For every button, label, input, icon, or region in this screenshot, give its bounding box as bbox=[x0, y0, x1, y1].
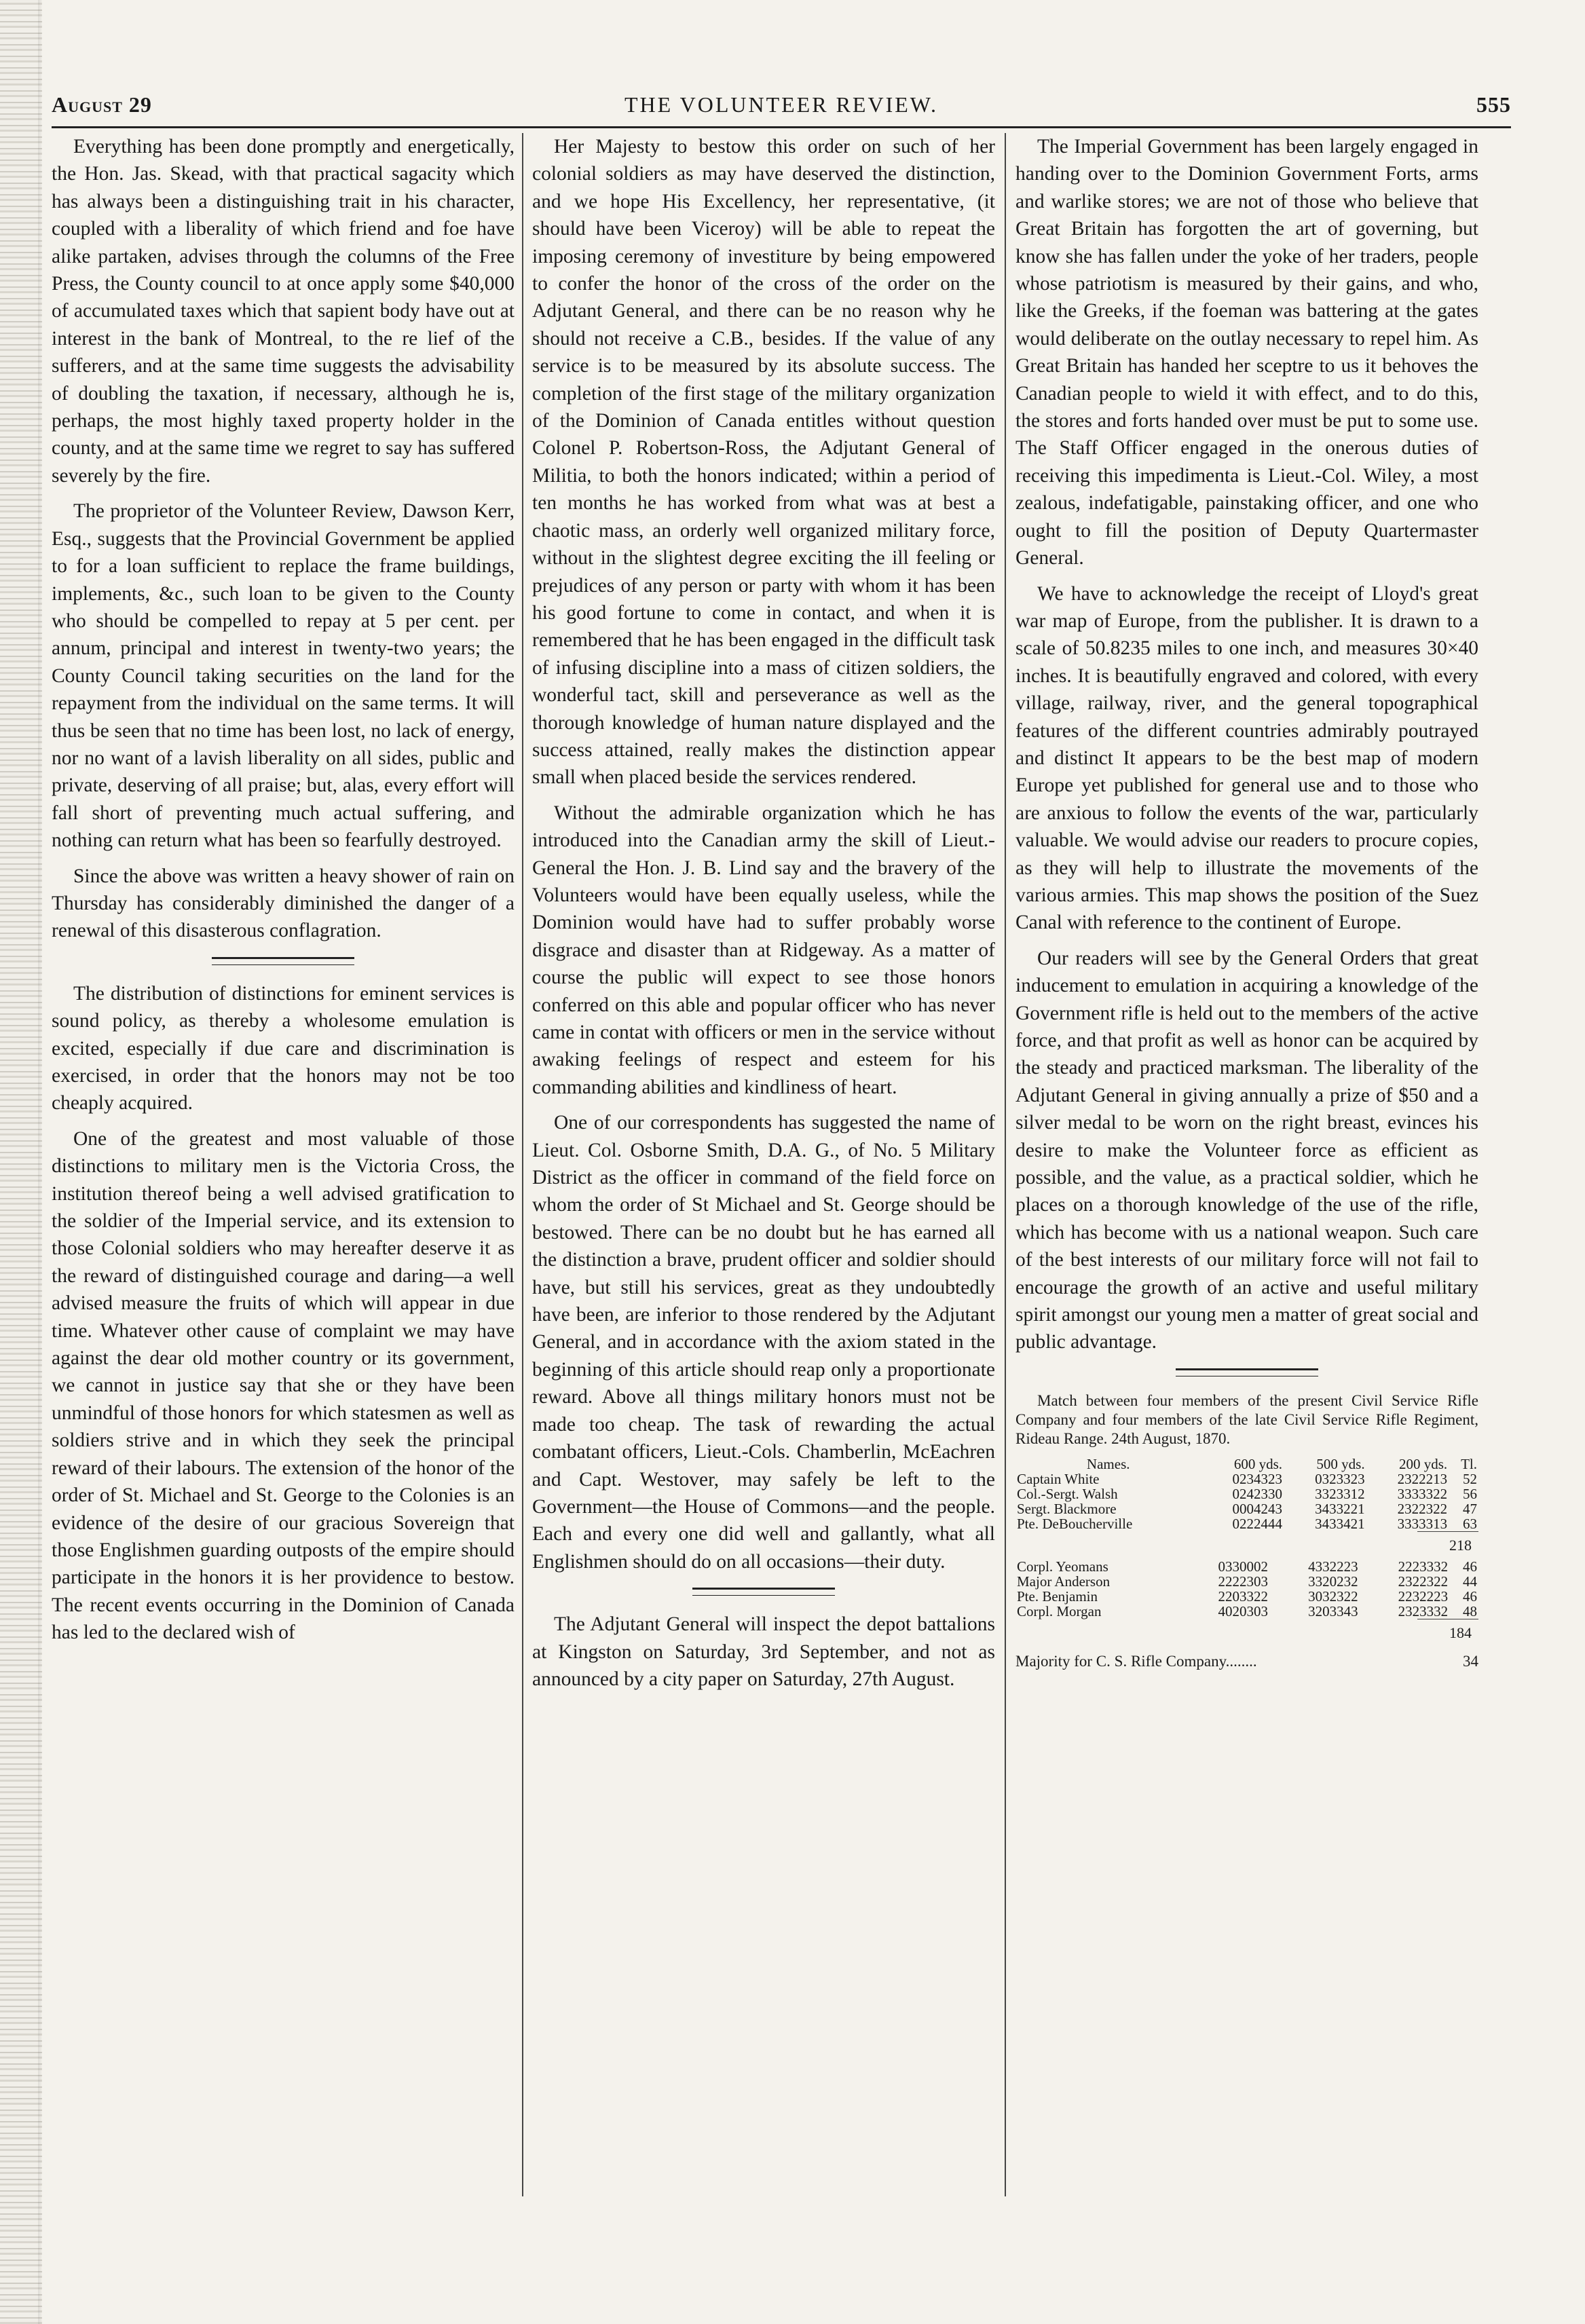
paragraph: Her Majesty to bestow this order on such of her colonial soldiers as may have deserved the distinction, and we hope His Excellency, her representative, (it should have been Viceroy) will be able to repeat the imposing ceremony of investiture by being empowered to confer the honor of the cross of the order on the Adjutant General, and there can be no reason why he should not receive a C.B., besides. If the value of any service is to be measured by its absolute success. The completion of the first stage of the military organization of the Dominion of Canada entitles without question Colonel P. Robertson-Ross, the Adjutant General of Militia, to both the honors indicated; within a period of ten months he has worked from what was at best a chaotic mass, an orderly well organized military force, without in the slightest degree exciting the ill feeling or prejudices of any person or party with whom it has been his good fortune to come in contact, and when it is remembered that he has been engaged in the difficult task of infusing discipline into a mass of citizen soldiers, the wonderful tact, skill and perseverance as well as the thorough knowledge of human nature displayed and the success attained, really makes the distinction appear small when placed beside the services rendered. bbox=[532, 136, 995, 789]
score-cell: 0222444 bbox=[1232, 1515, 1283, 1532]
score-cell: 3433221 bbox=[1315, 1500, 1365, 1517]
score-cell: 3203343 bbox=[1308, 1603, 1358, 1620]
page-number: 555 bbox=[1476, 92, 1511, 117]
score-cell: 0234323 bbox=[1232, 1470, 1283, 1487]
score-table bbox=[1015, 1457, 1478, 1531]
score-table-header bbox=[1015, 1457, 1478, 1472]
header-cell: 500 yds. bbox=[1316, 1455, 1365, 1472]
score-cell: 3320232 bbox=[1308, 1573, 1358, 1590]
score-cell: 2322213 bbox=[1397, 1470, 1448, 1487]
majority-line bbox=[1015, 1651, 1478, 1672]
score-cell: 2223332 bbox=[1398, 1558, 1449, 1575]
score-row bbox=[1015, 1574, 1478, 1589]
header-cell: 600 yds. bbox=[1233, 1455, 1283, 1472]
binding-edge bbox=[0, 0, 42, 2324]
score-cell: 46 bbox=[1463, 1558, 1477, 1575]
competitor-name: Sergt. Blackmore bbox=[1017, 1500, 1117, 1517]
competitor-name: Col.-Sergt. Walsh bbox=[1017, 1485, 1118, 1502]
running-head bbox=[52, 92, 1511, 125]
score-cell: 56 bbox=[1463, 1485, 1477, 1502]
team-2-scores bbox=[1015, 1559, 1478, 1619]
team-2-total: 184 bbox=[1417, 1619, 1478, 1647]
competitor-name: Major Anderson bbox=[1017, 1573, 1111, 1590]
score-cell: 0004243 bbox=[1232, 1500, 1283, 1517]
score-cell: 2323332 bbox=[1398, 1603, 1449, 1620]
score-row bbox=[1015, 1604, 1478, 1619]
score-cell: 0330002 bbox=[1218, 1558, 1268, 1575]
score-cell: 2322322 bbox=[1397, 1500, 1448, 1517]
team-1-total: 218 bbox=[1417, 1531, 1478, 1559]
competitor-name: Pte. Benjamin bbox=[1017, 1588, 1098, 1605]
score-cell: 0323323 bbox=[1315, 1470, 1365, 1487]
score-row bbox=[1015, 1516, 1478, 1531]
competitor-name: Pte. DeBoucherville bbox=[1017, 1515, 1133, 1532]
header-rule bbox=[52, 126, 1511, 128]
section-separator bbox=[1176, 1368, 1318, 1376]
paragraph: Our readers will see by the General Orders that great inducement to emulation in acquiring a knowledge of the Government rifle is held out to the members of the active force, and that profit as well as honor can be acquired by the steady and practiced marksman. The liberality of the Adjutant General in giving annually a prize of $50 and a silver medal to be worn on the right breast, evinces his desire to make the Volunteer force as efficient as possible, and the value, as a practical soldier, which he places on a thorough knowledge of the use of the rifle, which has become with us a national weapon. Such care of the best interests of our military force will not fail to encourage the growth of an active and useful military spirit amongst our young men a matter of great social and public advantage. bbox=[1015, 947, 1478, 1353]
header-cell: Tl. bbox=[1461, 1455, 1477, 1472]
score-cell: 47 bbox=[1463, 1500, 1477, 1517]
column-divider bbox=[1005, 133, 1006, 2196]
competitor-name: Corpl. Yeomans bbox=[1017, 1558, 1108, 1575]
score-row bbox=[1015, 1559, 1478, 1574]
score-cell: 2203322 bbox=[1218, 1588, 1268, 1605]
header-cell: 200 yds. bbox=[1398, 1455, 1448, 1472]
paragraph: The Imperial Government has been largely engaged in handing over to the Dominion Government Forts, arms and warlike stores; we are not of those who believe that Great Britain has forgotten the art of governing, but know she has fallen under the yoke of her traders, people whose patriotism is measured by their gains, and who, like the Greeks, if the foeman was battering at the gates would deliberate on the outlay necessary to repel him. As Great Britain has handed her sceptre to us it behoves the Canadian people to wield it with effect, and to do this, the stores and forts handed over must be put to some use. The Staff Officer engaged in the onerous duties of receiving this impedimenta is Lieut.-Col. Wiley, a most zealous, indefatigable, painstaking officer, and one who ought to fill the position of Deputy Quartermaster General. bbox=[1015, 136, 1478, 569]
score-cell: 3333322 bbox=[1397, 1485, 1448, 1502]
header-cell: Names. bbox=[1086, 1455, 1130, 1472]
score-cell: 48 bbox=[1463, 1603, 1477, 1620]
majority-value: 34 bbox=[1463, 1652, 1478, 1670]
score-row bbox=[1015, 1472, 1478, 1486]
score-cell: 3433421 bbox=[1315, 1515, 1365, 1532]
issue-date: August 29 bbox=[52, 92, 152, 117]
score-cell: 3323312 bbox=[1315, 1485, 1365, 1502]
score-cell: 63 bbox=[1463, 1515, 1477, 1532]
paragraph: The distribution of distinctions for eminent services is sound policy, as thereby a wholesome emulation is excited, especially if due care and discrimination is exercised, in order that the honors may not be too cheaply acquired. bbox=[52, 982, 515, 1114]
score-row bbox=[1015, 1501, 1478, 1516]
score-cell: 2222303 bbox=[1218, 1573, 1268, 1590]
column-1 bbox=[52, 133, 515, 1655]
score-cell: 46 bbox=[1463, 1588, 1477, 1605]
score-cell: 0242330 bbox=[1232, 1485, 1283, 1502]
paragraph: Without the admirable organization which he has introduced into the Canadian army the skill of Lieut.-General the Hon. J. B. Lind say and the bravery of the Volunteers would have been equally useless, while the Dominion would have had to suffer probably worse disgrace and disaster than at Ridgeway. As a matter of course the public will expect to see those honors conferred on this able and popular officer who has never came in contat with officers or men in the service without awaking feelings of respect and esteem for his commanding abilities and kindliness of heart. bbox=[532, 802, 995, 1098]
paragraph: Everything has been done promptly and energetically, the Hon. Jas. Skead, with that practical sagacity which has always been a distinguishing trait in his character, coupled with a liberality of which friend and foe have alike partaken, advises through the columns of the Free Press, the County council to at once apply some $40,000 of accumulated taxes which that sapient body have out at interest in the bank of Montreal, to the re lief of the sufferers, and at the same time suggests the advisability of doubling the taxation, if necessary, although he is, perhaps, the most highly taxed property holder in the county, and at the same time we regret to say has suffered severely by the fire. bbox=[52, 136, 515, 487]
score-cell: 4332223 bbox=[1308, 1558, 1358, 1575]
paragraph: Since the above was written a heavy shower of rain on Thursday has considerably diminished the danger of a renewal of this disasterous conflagration. bbox=[52, 865, 515, 942]
score-cell: 4020303 bbox=[1218, 1603, 1268, 1620]
score-cell: 52 bbox=[1463, 1470, 1477, 1487]
paragraph: The proprietor of the Volunteer Review, Dawson Kerr, Esq., suggests that the Provincial Government be applied to for a loan sufficient to replace the frame buildings, implements, &c., such loan to be given to the County who should be compelled to repay at 5 per cent. per annum, principal and interest in twenty-two years; the County Council taking securities on the land for the repayment from the individual on the same terms. It will thus be seen that no time has been lost, no lack of energy, nor no want of a lavish liberality on all sides, public and private, deserving of all praise; but, alas, every effort will fall short of preventing much actual suffering, and nothing can return what has been so fearfully destroyed. bbox=[52, 500, 515, 852]
team-1-scores bbox=[1015, 1472, 1478, 1531]
score-row bbox=[1015, 1486, 1478, 1501]
publication-title: THE VOLUNTEER REVIEW. bbox=[624, 92, 939, 117]
paragraph: One of the greatest and most valuable of those distinctions to military men is the Victoria Cross, the institution thereof being a well advised gratification to the soldier of the Imperial service, and its extension to those Colonial soldiers who may hereafter deserve it as the reward of distinguished courage and daring—a well advised measure the fruits of which will appear in due time. Whatever other cause of complaint we may have against the dear old mother country or its government, we cannot in justice say that she or they have been unmindful of those honors for which statesmen as well as soldiers strive and in which they seek the principal reward of their labours. The extension of the honor of the order of St. Michael and St. George to the Colonies is an evidence of the desire of our gracious Sovereign that those Englishmen guarding outposts of the empire should participate in the honors it is her providence to bestow. The recent events occurring in the Dominion of Canada has led to the declared wish of bbox=[52, 1127, 515, 1644]
score-table bbox=[1015, 1559, 1478, 1619]
column-2 bbox=[532, 133, 995, 1701]
section-separator bbox=[692, 1588, 835, 1596]
paragraph: One of our correspondents has suggested the name of Lieut. Col. Osborne Smith, D.A. G., of No. 5 Military District as the officer in command of the field force on whom the order of St Michael and St. George should be bestowed. There can be no doubt but he has earned all the distinction a brave, prudent officer and soldier should have, but still his services, great as they undoubtedly have been, are inferior to those rendered by the Adjutant General, and in accordance with the axiom stated in the beginning of this article should reap only a proportionate reward. Above all things military honors must not be made too cheap. The task of rewarding the actual combatant officers, Lieut.-Cols. Chamberlin, McEachren and Capt. Westover, may safely be left to the Government—the House of Commons—and the people. Each and every one did well and gallantly, what all Englishmen should do on all occasions—their duty. bbox=[532, 1112, 995, 1573]
section-separator bbox=[212, 957, 354, 965]
match-intro: Match between four members of the present Civil Service Rifle Company and four members of the late Civil Service Rifle Regiment, Rideau Range. 24th August, 1870. bbox=[1015, 1391, 1478, 1447]
column-3 bbox=[1015, 133, 1478, 1672]
majority-label: Majority for C. S. Rifle Company........ bbox=[1015, 1652, 1257, 1670]
paragraph: The Adjutant General will inspect the depot battalions at Kingston on Saturday, 3rd September, and not as announced by a city paper on Saturday, 27th August. bbox=[532, 1613, 995, 1690]
paragraph: We have to acknowledge the receipt of Lloyd's great war map of Europe, from the publisher. It is drawn to a scale of 50.8235 miles to one inch, and measures 30×40 inches. It is beautifully engraved and colored, with every village, railway, river, and the general topographical features of the different countries admirably poutrayed and distinct It appears to be the best map of modern Europe yet published for general use and to those who are anxious to follow the events of the war, particularly valuable. We would advise our readers to procure copies, as they will help to illustrate the movements of the various armies. This map shows the position of the Suez Canal with reference to the continent of Europe. bbox=[1015, 582, 1478, 934]
score-cell: 44 bbox=[1463, 1573, 1477, 1590]
column-divider bbox=[522, 133, 523, 2196]
score-row bbox=[1015, 1589, 1478, 1604]
score-cell: 2322322 bbox=[1398, 1573, 1449, 1590]
competitor-name: Captain White bbox=[1017, 1470, 1100, 1487]
score-cell: 3333313 bbox=[1397, 1515, 1448, 1532]
score-cell: 3032322 bbox=[1308, 1588, 1358, 1605]
score-cell: 2232223 bbox=[1398, 1588, 1449, 1605]
competitor-name: Corpl. Morgan bbox=[1017, 1603, 1102, 1620]
